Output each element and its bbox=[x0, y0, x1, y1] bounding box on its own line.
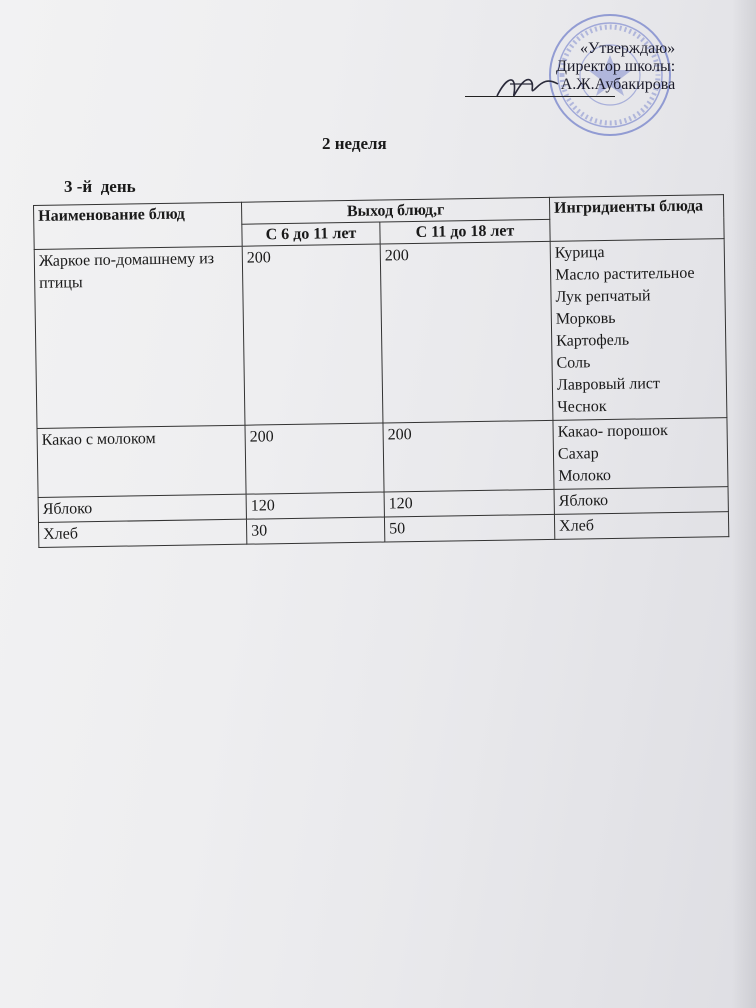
header-ingredients: Ингридиенты блюда bbox=[549, 195, 724, 242]
director-signature bbox=[492, 66, 562, 106]
ingredient-item: Морковь bbox=[555, 309, 616, 328]
ingredient-item: Сахар bbox=[557, 445, 599, 463]
portion-11-18-cell: 120 bbox=[384, 489, 554, 517]
ingredient-item: Яблоко bbox=[558, 492, 609, 510]
ingredients-cell bbox=[554, 487, 728, 515]
portion-6-11-cell: 30 bbox=[246, 517, 384, 544]
portion-11-18-cell: 200 bbox=[383, 420, 554, 492]
ingredient-item: Соль bbox=[556, 354, 591, 372]
ingredient-item: Лук репчатый bbox=[555, 287, 651, 306]
header-output: Выход блюд,г bbox=[241, 197, 549, 224]
portion-11-18-cell: 200 bbox=[380, 241, 553, 423]
ingredient-item: Какао- порошок bbox=[557, 422, 668, 441]
header-age-6-11: С 6 до 11 лет bbox=[242, 222, 380, 246]
portion-6-11-cell: 200 bbox=[242, 244, 383, 425]
dish-name-cell: Жаркое по-домашнему из птицы bbox=[34, 246, 245, 428]
ingredients-cell bbox=[554, 512, 728, 540]
approval-position: Директор школы: bbox=[556, 58, 676, 75]
dish-name-cell: Какао с молоком bbox=[37, 425, 246, 497]
week-title: 2 неделя bbox=[322, 134, 387, 153]
ingredient-item: Молоко bbox=[558, 466, 612, 485]
approval-director-name: А.Ж.Аубакирова bbox=[560, 76, 676, 93]
menu-table bbox=[33, 194, 729, 548]
ingredient-item: Масло растительное bbox=[555, 264, 695, 284]
ingredient-item: Картофель bbox=[556, 331, 630, 350]
ingredient-item: Лавровый лист bbox=[556, 375, 661, 394]
menu-table-wrapper bbox=[33, 194, 728, 548]
dish-name-cell: Хлеб bbox=[38, 519, 246, 547]
approval-block bbox=[556, 40, 675, 94]
table-row bbox=[37, 418, 728, 498]
header-age-11-18: С 11 до 18 лет bbox=[380, 219, 550, 244]
portion-11-18-cell: 50 bbox=[384, 514, 554, 542]
approval-title: «Утверждаю» bbox=[580, 40, 676, 57]
table-row bbox=[34, 239, 727, 429]
ingredient-item: Чеснок bbox=[557, 398, 607, 416]
portion-6-11-cell: 200 bbox=[245, 423, 384, 494]
page-edge-shadow bbox=[732, 0, 756, 1008]
portion-6-11-cell: 120 bbox=[246, 492, 384, 519]
day-title: 3 -й день bbox=[64, 177, 136, 196]
signature-line bbox=[465, 96, 615, 97]
ingredient-item: Хлеб bbox=[558, 517, 595, 535]
header-dish-name: Наименование блюд bbox=[34, 202, 243, 249]
ingredients-cell bbox=[553, 418, 728, 490]
dish-name-cell: Яблоко bbox=[38, 494, 246, 522]
ingredient-item: Курица bbox=[554, 244, 605, 262]
ingredients-cell bbox=[550, 239, 727, 421]
